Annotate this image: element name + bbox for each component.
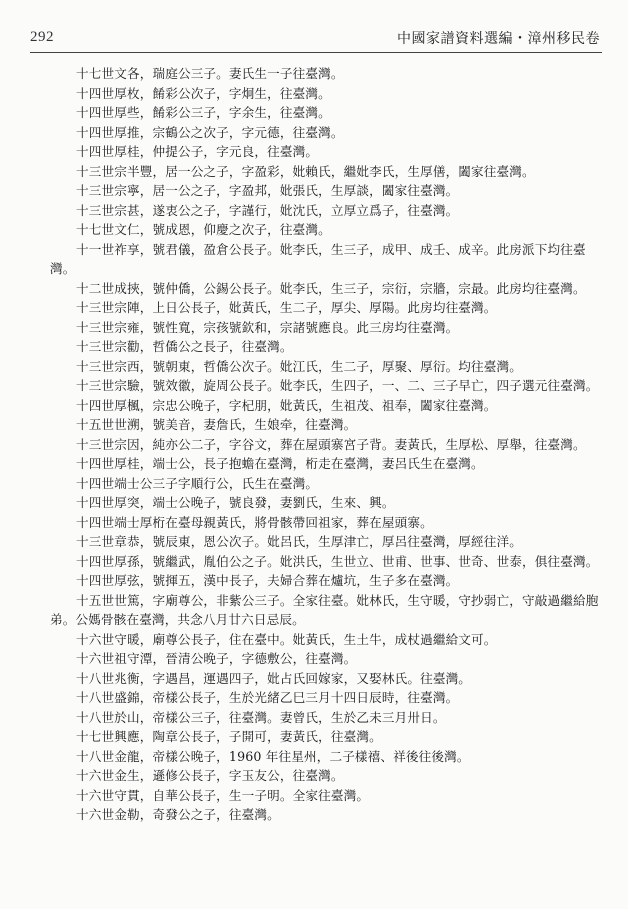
genealogy-entry: 十三世宗勸，哲僑公之長子，往臺灣。 (76, 339, 293, 354)
genealogy-entry: 十三世宗半豐，居一公之子，字盈彩，妣賴氏，繼妣李氏，生厚僐，闔家往臺灣。 (76, 163, 535, 179)
genealogy-entry: 十八世兆衡，字遇昌，運遇四子，妣占氏回嫁家，又娶林氏。往臺灣。 (76, 670, 472, 686)
genealogy-entry: 十四世厚突，端士公晚子，號良發，妻劉氏，生來、興。 (76, 495, 395, 510)
genealogy-entry: 十七世興應，陶章公長子，子開可，妻黃氏，往臺灣。 (76, 729, 382, 744)
genealogy-entry: 十四世厚枚，餚彩公次子，字炯生，往臺灣。 (76, 85, 331, 101)
genealogy-entry: 十三世宗甚，遂衷公之子，字謹行，妣沈氏，立厚立爲子，往臺灣。 (76, 202, 459, 218)
genealogy-entry: 十三世宗雍，號性寬，宗孩號欽和，宗諸號應良。此三房均往臺灣。 (76, 319, 459, 335)
genealogy-entry: 十三世宗西，號朝東，哲僑公次子。妣江氏，生二子，厚聚、厚衍。均往臺灣。 (76, 358, 523, 374)
genealogy-entry: 十四世厚弦，號揮五，漢中長子，夫婦合葬在爐坑，生子多在臺灣。 (76, 573, 459, 588)
genealogy-entry: 十五世世溯，號美音，妻詹氏，生娘牵，往臺灣。 (76, 417, 357, 432)
genealogy-entry: 十四世厚孫，號繼武，胤伯公之子。妣洪氏，生世立、世甫、世事、世奇、世泰，俱往臺灣。 (76, 553, 599, 569)
genealogy-entry: 十三世宗因，純亦公二子，字谷文，葬在屋頭寨宮子背。妻黃氏，生厚松、厚舉，往臺灣。 (76, 436, 586, 452)
genealogy-entry: 十六世金勒，奇發公之子，往臺灣。 (76, 807, 280, 822)
page-header (30, 26, 602, 53)
genealogy-entry: 十四世厚推，宗鶴公之次子，字元德，往臺灣。 (76, 124, 344, 140)
genealogy-entry: 十三世章恭，號辰東，恩公次子。妣呂氏，生厚津亡，厚呂往臺灣，厚經往洋。 (76, 534, 523, 549)
genealogy-entries (50, 64, 600, 825)
genealogy-entry: 十四世厚桂，仲提公子，字元良，往臺灣。 (76, 144, 319, 159)
genealogy-entry: 十二世成挾，號仲僑，公錫公長子。妣李氏，生三子，宗衍，宗牆，宗最。此房均往臺灣。 (76, 280, 586, 296)
genealogy-entry: 十四世厚楓，宗忠公晚子，字杞朋，妣黃氏，生祖茂、祖奉，闔家往臺灣。 (76, 397, 497, 413)
genealogy-entry: 十八世金龍，帝樣公晚子，1960 年往星州，二子樣禧、祥後往後灣。 (76, 748, 470, 764)
genealogy-entry: 十六世祖守潭，晉清公晚子，字德敷公，往臺灣。 (76, 651, 357, 666)
genealogy-entry: 十四世端士公三子字順行公，氏生在臺灣。 (76, 475, 319, 491)
genealogy-entry: 十四世厚些，餚彩公三子，字余生，往臺灣。 (76, 105, 331, 120)
genealogy-entry: 十八世於山，帝樣公三子，往臺灣。妻曾氏，生於乙未三月卅日。 (76, 709, 446, 725)
genealogy-entry: 十七世文仁，號成恩，仰慶之次子，往臺灣。 (76, 222, 331, 237)
genealogy-entry: 十一世祚享，號君儀，盈倉公長子。妣李氏，生三子，成甲、成壬、成辛。此房派下均往臺灣。 (50, 241, 586, 276)
genealogy-entry: 十四世端士厚桁在臺母親黃氏，將骨骸帶回祖家，葬在屋頭寨。 (76, 514, 433, 530)
genealogy-entry: 十三世宗陣，上日公長子，妣黃氏，生二子，厚尖、厚陽。此房均往臺灣。 (76, 300, 497, 315)
genealogy-entry: 十八世盛錦，帝樣公長子，生於光緒乙巳三月十四日辰時，往臺灣。 (76, 690, 459, 705)
genealogy-entry: 十三世宗驗，號效徽，旋周公長子。妣李氏，生四子，一、二、三子早亡，四子選元往臺灣。 (76, 378, 599, 393)
genealogy-entry: 十六世守暖，廟尊公長子，住在臺中。妣黃氏，生土牛，成杖過繼給文可。 (76, 631, 497, 647)
genealogy-entry: 十四世厚桂，端士公，長子抱蟾在臺灣，桁走在臺灣，妻呂氏生在臺灣。 (76, 456, 484, 471)
genealogy-entry: 十六世守貫，自華公長子，生一子明。全家往臺灣。 (76, 787, 370, 803)
genealogy-entry: 十五世世篤，字廟尊公，非紫公三子。全家往臺。妣林氏，生守暖，守抄弱亡，守敲過繼給胞弟。公媽骨骸在臺灣，共念八月廿六日忌辰。 (50, 592, 599, 627)
running-title: 中國家譜資料選編・漳州移民卷 (397, 31, 600, 47)
genealogy-entry: 十三世宗寧，居一公之子，字盈邦，妣張氏，生厚談，闔家往臺灣。 (76, 183, 459, 198)
page-number: 292 (30, 29, 54, 45)
genealogy-entry: 十六世金生，遜修公長子，字玉友公，往臺灣。 (76, 768, 344, 783)
genealogy-entry: 十七世文各，瑞庭公三子。妻氏生一子往臺灣。 (76, 66, 344, 81)
